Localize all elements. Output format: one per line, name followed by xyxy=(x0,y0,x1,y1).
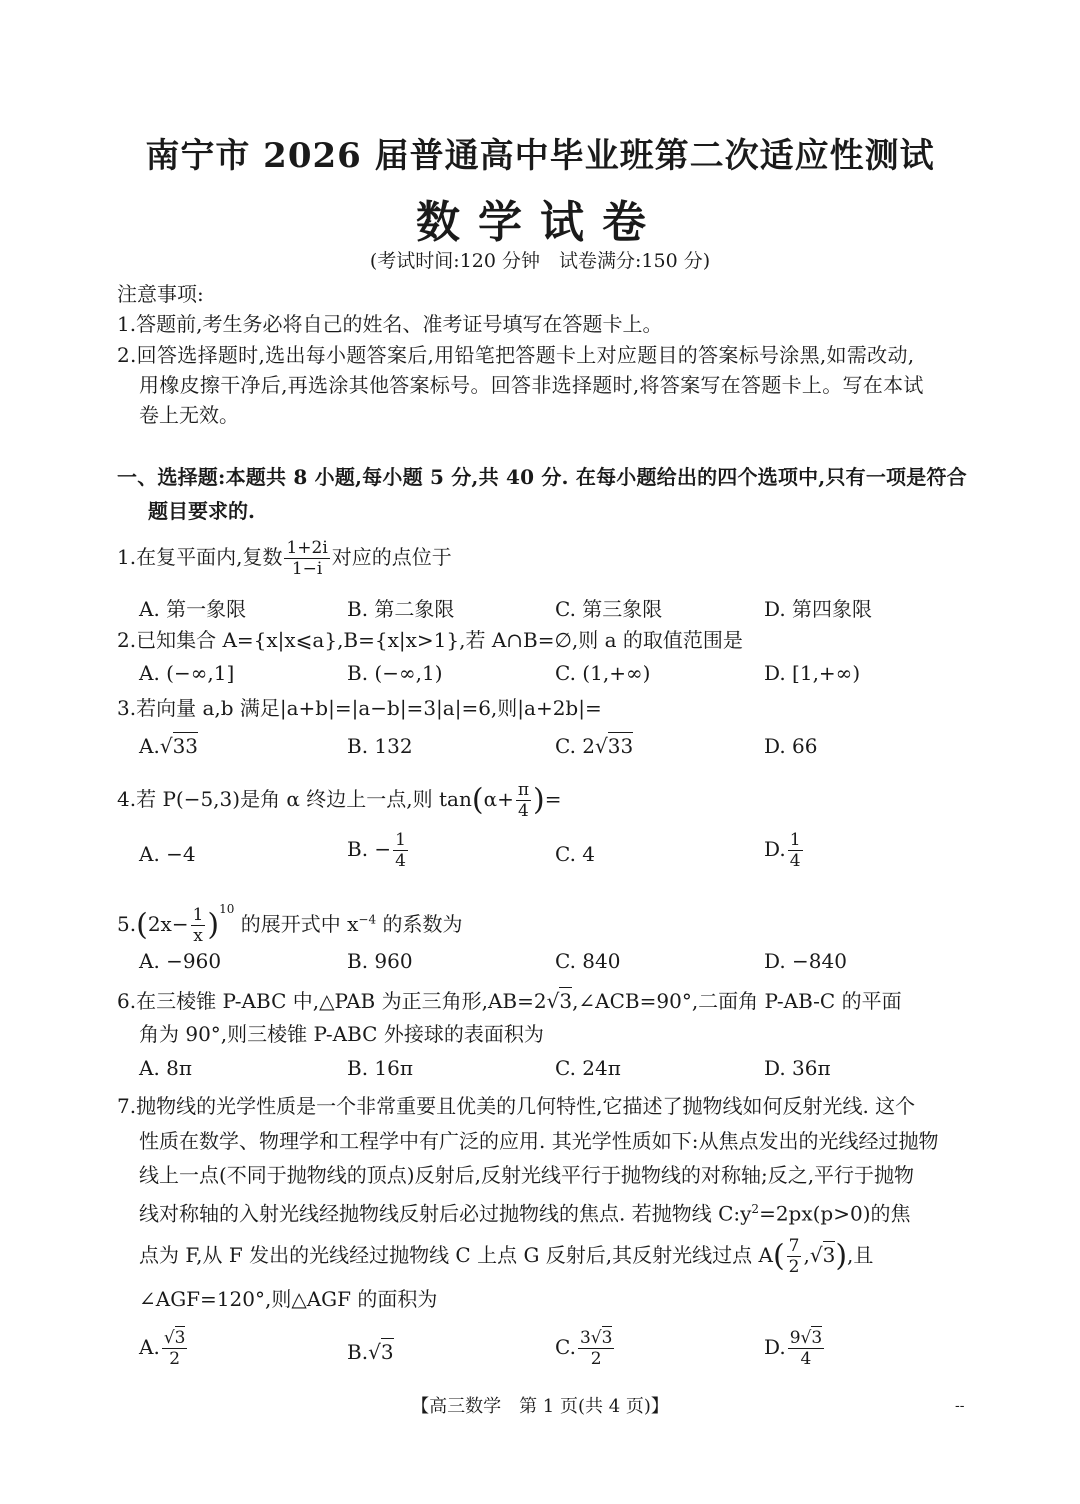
subject-title: 数学试卷 xyxy=(416,197,664,248)
question-2-option-d[interactable]: D. [1,+∞) xyxy=(764,661,861,685)
question-3-option-a[interactable]: A.√33 xyxy=(139,734,199,758)
question-2-stem: 2.已知集合 A={x|x⩽a},B={x|x>1},若 A∩B=∅,则 a 的取值范围是 xyxy=(117,628,743,652)
question-1-stem: 1.在复平面内,复数 $\frac{1+2i}{1-i}$ 对应的点位于 xyxy=(117,538,452,579)
question-7-line-4: 线对称轴的入射光线经抛物线反射后必过抛物线的焦点. 若抛物线 $C:y^2=2px(p>0)$的焦 xyxy=(139,1201,911,1226)
question-6-option-c[interactable]: C. 24π xyxy=(555,1056,621,1080)
question-3-option-d[interactable]: D. 66 xyxy=(764,734,818,758)
question-6-option-b[interactable]: B. 16π xyxy=(347,1056,414,1080)
question-7-option-d[interactable]: D. $\frac{9√3}{4}$ xyxy=(764,1328,823,1369)
note-item-2-line-2: 用橡皮擦干净后,再选涂其他答案标号。回答非选择题时,将答案写在答题卡上。写在本试 xyxy=(139,373,924,397)
question-6-option-a[interactable]: A. 8π xyxy=(139,1056,193,1080)
question-3-option-c[interactable]: C. 2√33 xyxy=(555,734,634,758)
question-1-option-a[interactable]: A. 第一象限 xyxy=(139,597,247,621)
question-3-option-b[interactable]: B. 132 xyxy=(347,734,413,758)
question-4-option-b[interactable]: B. − $\frac{1}{4}$ xyxy=(347,830,406,871)
page-footer: 【高三数学 第 1 页(共 4 页)】 xyxy=(411,1396,669,1417)
question-7-line-6: ∠AGF=120°,则△AGF 的面积为 xyxy=(139,1287,438,1311)
exam-title: 南宁市 2026 届普通高中毕业班第二次适应性测试 xyxy=(145,136,935,176)
question-5-stem: 5.(2x− $\frac{1}{x}$ )$^{10}$ 的展开式中 $x^{-4}$ 的系数为 xyxy=(117,902,463,946)
question-4-option-d[interactable]: D. $\frac{1}{4}$ xyxy=(764,830,801,871)
question-5-option-a[interactable]: A. −960 xyxy=(139,949,222,973)
question-6-stem-line-1: 6.在三棱锥 P-ABC 中,△PAB 为正三角形,AB=2√3,∠ACB=90°,二面角 P-AB-C 的平面 xyxy=(117,989,902,1013)
question-5-option-d[interactable]: D. −840 xyxy=(764,949,847,973)
question-7-option-b[interactable]: B.√3 xyxy=(347,1340,394,1364)
question-3-stem: 3.若向量 a,b 满足|a+b|=|a−b|=3|a|=6,则|a+2b|= xyxy=(117,696,602,720)
question-7-line-1: 7.抛物线的光学性质是一个非常重要且优美的几何特性,它描述了抛物线如何反射光线. 这个 xyxy=(117,1094,916,1118)
question-4-option-a[interactable]: A. −4 xyxy=(139,842,196,866)
question-1-option-d[interactable]: D. 第四象限 xyxy=(764,597,873,621)
question-1-option-c[interactable]: C. 第三象限 xyxy=(555,597,663,621)
section-1-heading: 一、选择题:本题共 8 小题,每小题 5 分,共 40 分. 在每小题给出的四个选项中,只有一项是符合 xyxy=(117,465,967,489)
question-2-option-c[interactable]: C. (1,+∞) xyxy=(555,661,651,685)
question-1-option-b[interactable]: B. 第二象限 xyxy=(347,597,455,621)
question-7-line-2: 性质在数学、物理学和工程学中有广泛的应用. 其光学性质如下:从焦点发出的光线经过抛物 xyxy=(139,1129,939,1153)
question-6-stem-line-2: 角为 90°,则三棱锥 P-ABC 外接球的表面积为 xyxy=(139,1022,544,1046)
note-item-2-line-3: 卷上无效。 xyxy=(139,403,239,427)
notes-heading: 注意事项: xyxy=(117,282,204,306)
question-7-option-c[interactable]: C. $\frac{3√3}{2}$ xyxy=(555,1328,613,1369)
question-4-stem: 4.若 P(−5,3)是角 α 终边上一点,则 tan(α+ $\frac{\pi}{4}$ )= xyxy=(117,780,562,821)
question-7-line-3: 线上一点(不同于抛物线的顶点)反射后,反射光线平行于抛物线的对称轴;反之,平行于抛物 xyxy=(139,1163,915,1187)
question-6-option-d[interactable]: D. 36π xyxy=(764,1056,831,1080)
note-item-2-line-1: 2.回答选择题时,选出每小题答案后,用铅笔把答题卡上对应题目的答案标号涂黑,如需改动, xyxy=(117,343,915,367)
question-5-option-c[interactable]: C. 840 xyxy=(555,949,621,973)
question-2-option-b[interactable]: B. (−∞,1) xyxy=(347,661,443,685)
note-item-1: 1.答题前,考生务必将自己的姓名、准考证号填写在答题卡上。 xyxy=(117,312,663,336)
exam-info: (考试时间:120 分钟 试卷满分:150 分) xyxy=(369,250,711,272)
section-1-heading-line-2: 题目要求的. xyxy=(148,499,255,523)
question-5-option-b[interactable]: B. 960 xyxy=(347,949,413,973)
question-2-option-a[interactable]: A. (−∞,1] xyxy=(139,661,235,685)
footer-mark: -- xyxy=(955,1398,965,1414)
question-4-option-c[interactable]: C. 4 xyxy=(555,842,596,866)
question-7-line-5: 点为 F,从 F 发出的光线经过抛物线 C 上点 G 反射后,其反射光线过点 A( $\frac{7}{2}$ ,√3),且 xyxy=(139,1236,874,1277)
question-7-option-a[interactable]: A. $\frac{√3}{2}$ xyxy=(139,1328,186,1369)
